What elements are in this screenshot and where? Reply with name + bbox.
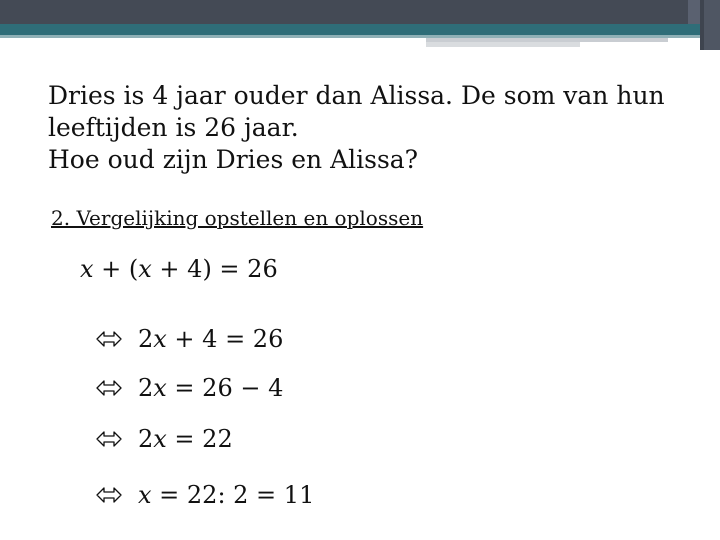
problem-statement — [48, 80, 698, 176]
header-accent-block — [688, 0, 700, 24]
problem-line-1: Dries is 4 jaar ouder dan Alissa. De som van hun — [48, 81, 665, 110]
header-dark-band — [0, 0, 720, 24]
step-equation: 2𝑥 = 22 — [138, 425, 233, 453]
header-teal-band — [0, 24, 700, 35]
problem-line-2: leeftijden is 26 jaar. — [48, 113, 299, 142]
solution-step — [96, 323, 283, 355]
left-right-arrow-icon — [96, 329, 122, 349]
solution-step — [96, 479, 314, 511]
solution-step — [96, 372, 283, 404]
solution-step — [96, 423, 233, 455]
header-grey-strip-short — [426, 42, 580, 47]
left-right-arrow-icon — [96, 378, 122, 398]
main-equation: 𝑥 + (𝑥 + 4) = 26 — [80, 255, 278, 283]
header-right-block-inner — [704, 0, 720, 50]
left-right-arrow-icon — [96, 429, 122, 449]
problem-line-3: Hoe oud zijn Dries en Alissa? — [48, 145, 419, 174]
step-equation: 2𝑥 = 26 − 4 — [138, 374, 284, 402]
step-equation: 𝑥 = 22: 2 = 11 — [138, 481, 315, 509]
section-subheading: 2. Vergelijking opstellen en oplossen — [51, 206, 424, 230]
step-equation: 2𝑥 + 4 = 26 — [138, 325, 284, 353]
left-right-arrow-icon — [96, 485, 122, 505]
slide-header-bar — [0, 0, 720, 50]
